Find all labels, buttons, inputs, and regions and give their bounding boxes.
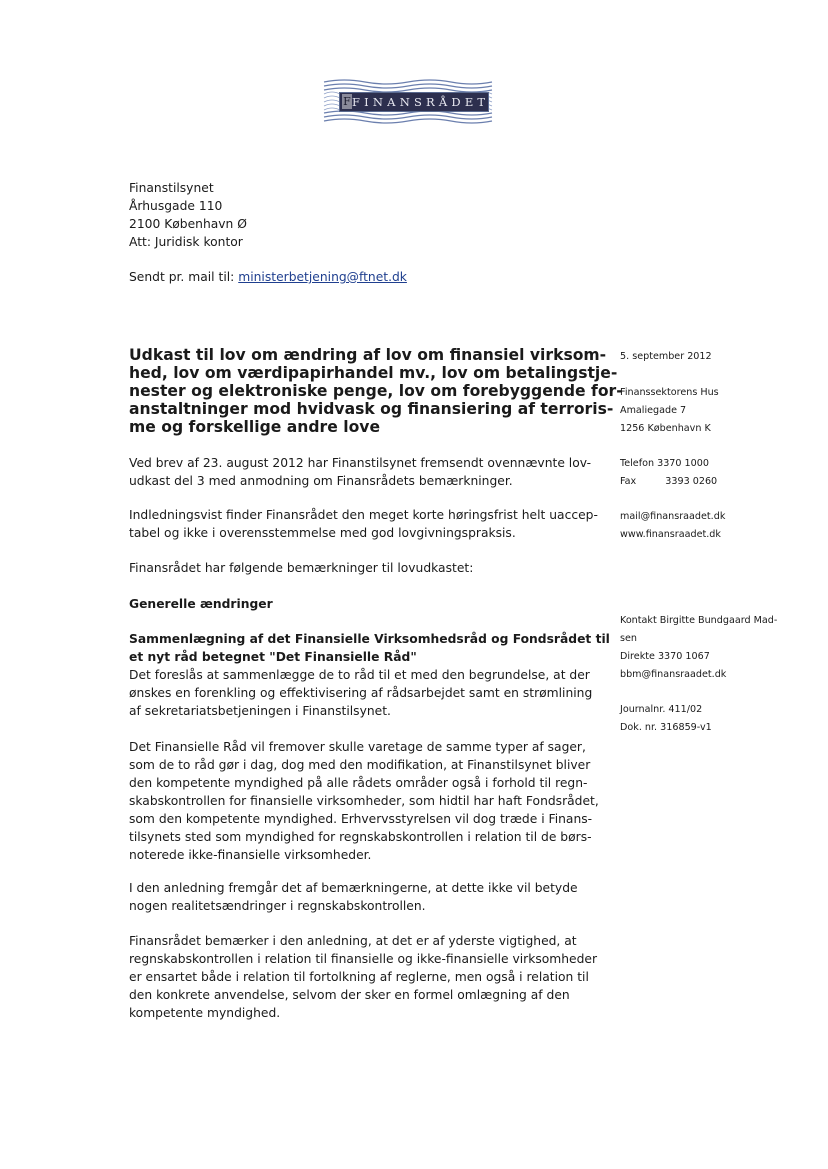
paragraph-line: som den kompetente myndighed. Erhvervsstyrelsen vil dog træde i Finans- bbox=[129, 812, 593, 826]
paragraph-line: nogen realitetsændringer i regnskabskontrollen. bbox=[129, 899, 426, 913]
paragraph-council-tasks bbox=[129, 738, 599, 864]
phone-label: Telefon bbox=[620, 458, 655, 469]
paragraph-merger-proposal bbox=[129, 666, 593, 720]
paragraph-line: den konkrete anvendelse, selvom der sker en formel omlægning af den bbox=[129, 988, 570, 1002]
title-line: Udkast til lov om ændring af lov om finansiel virksom- bbox=[129, 346, 607, 364]
paragraph-line: Ved brev af 23. august 2012 har Finanstilsynet fremsendt ovennævnte lov- bbox=[129, 456, 592, 470]
paragraph-line: som de to råd gør i dag, dog med den modifikation, at Finanstilsynet bliver bbox=[129, 758, 591, 772]
contact-person-line1: Kontakt Birgitte Bundgaard Mad- bbox=[620, 615, 778, 626]
sender-city: 1256 København K bbox=[620, 423, 711, 434]
title-line: anstaltninger mod hvidvask og finansiering af terroris- bbox=[129, 400, 614, 418]
paragraph-line: tilsynets sted som myndighed for regnskabskontrollen i relation til de børs- bbox=[129, 830, 592, 844]
paragraph-line: regnskabskontrollen i relation til finansielle og ikke-finansielle virksomheder bbox=[129, 952, 598, 966]
paragraph-line: Finansrådet bemærker i den anledning, at det er af yderste vigtighed, at bbox=[129, 934, 577, 948]
recipient-address bbox=[129, 179, 247, 251]
heading-line: Sammenlægning af det Finansielle Virksomhedsråd og Fondsrådet til bbox=[129, 632, 610, 646]
fax-number: 3393 0260 bbox=[665, 476, 718, 487]
paragraph-line: den kompetente myndighed på alle rådets områder også i forhold til regn- bbox=[129, 776, 588, 790]
finansraadet-logo bbox=[322, 78, 494, 124]
paragraph-line: er ensartet både i relation til fortolkning af reglerne, men også i relation til bbox=[129, 970, 589, 984]
address-line: Att: Juridisk kontor bbox=[129, 235, 243, 249]
paragraph-intro bbox=[129, 454, 592, 490]
document-number: Dok. nr. 316859-v1 bbox=[620, 722, 712, 733]
heading-line: et nyt råd betegnet "Det Finansielle Råd" bbox=[129, 650, 417, 664]
title-line: me og forskellige andre love bbox=[129, 418, 381, 436]
sender-website[interactable]: www.finansraadet.dk bbox=[620, 529, 721, 540]
sent-label: Sendt pr. mail til: bbox=[129, 270, 235, 284]
paragraph-line: Det foreslås at sammenlægge de to råd til et med den begrundelse, at der bbox=[129, 668, 590, 682]
title-line: nester og elektroniske penge, lov om forebyggende for- bbox=[129, 382, 623, 400]
contact-person-line2: sen bbox=[620, 633, 637, 644]
paragraph-line: Finansrådet har følgende bemærkninger til lovudkastet: bbox=[129, 561, 474, 575]
sender-email[interactable]: mail@finansraadet.dk bbox=[620, 511, 726, 522]
recipient-email-link[interactable]: ministerbetjening@ftnet.dk bbox=[238, 270, 407, 284]
paragraph-line: Indledningsvist finder Finansrådet den meget korte høringsfrist helt uaccep- bbox=[129, 508, 598, 522]
paragraph-line: ønskes en forenkling og effektivisering af rådsarbejdet samt en strømlining bbox=[129, 686, 593, 700]
sender-org: Finanssektorens Hus bbox=[620, 387, 719, 398]
letter-date: 5. september 2012 bbox=[620, 351, 712, 362]
paragraph-line: udkast del 3 med anmodning om Finansrådets bemærkninger. bbox=[129, 474, 513, 488]
paragraph-line: skabskontrollen for finansielle virksomheder, som hidtil har haft Fondsrådet, bbox=[129, 794, 599, 808]
paragraph-no-changes bbox=[129, 879, 589, 915]
contact-email[interactable]: bbm@finansraadet.dk bbox=[620, 669, 727, 680]
document-title bbox=[129, 346, 623, 436]
paragraph-line: noterede ikke-finansielle virksomheder. bbox=[129, 848, 372, 862]
fax-label: Fax bbox=[620, 476, 637, 487]
logo-mark-icon: F bbox=[343, 95, 351, 108]
journal-number: Journalnr. 411/02 bbox=[620, 704, 703, 715]
paragraph-line: tabel og ikke i overensstemmelse med god lovgivningspraksis. bbox=[129, 526, 516, 540]
paragraph-line: kompetente myndighed. bbox=[129, 1006, 281, 1020]
paragraph-line: af sekretariatsbetjeningen i Finanstilsynet. bbox=[129, 704, 391, 718]
logo-wordmark: FINANSRÅDET bbox=[340, 93, 488, 111]
phone-number: 3370 1000 bbox=[657, 458, 709, 469]
paragraph-line: Det Finansielle Råd vil fremover skulle varetage de samme typer af sager, bbox=[129, 740, 586, 754]
address-line: Århusgade 110 bbox=[129, 199, 223, 213]
heading-general-changes bbox=[129, 595, 589, 613]
address-line: 2100 København Ø bbox=[129, 217, 247, 231]
phone-line bbox=[620, 455, 709, 473]
address-line: Finanstilsynet bbox=[129, 181, 214, 195]
sender-street: Amaliegade 7 bbox=[620, 405, 687, 416]
heading-text: Generelle ændringer bbox=[129, 597, 273, 611]
fax-line bbox=[620, 473, 717, 491]
heading-merger bbox=[129, 630, 610, 666]
paragraph-remarks-intro bbox=[129, 559, 589, 577]
contact-direct-phone: Direkte 3370 1067 bbox=[620, 651, 710, 662]
title-line: hed, lov om værdipapirhandel mv., lov om betalingstje- bbox=[129, 364, 618, 382]
sent-by-mail bbox=[129, 268, 407, 286]
paragraph-importance bbox=[129, 932, 598, 1022]
paragraph-line: I den anledning fremgår det af bemærkningerne, at dette ikke vil betyde bbox=[129, 881, 578, 895]
paragraph-hearing-deadline bbox=[129, 506, 598, 542]
